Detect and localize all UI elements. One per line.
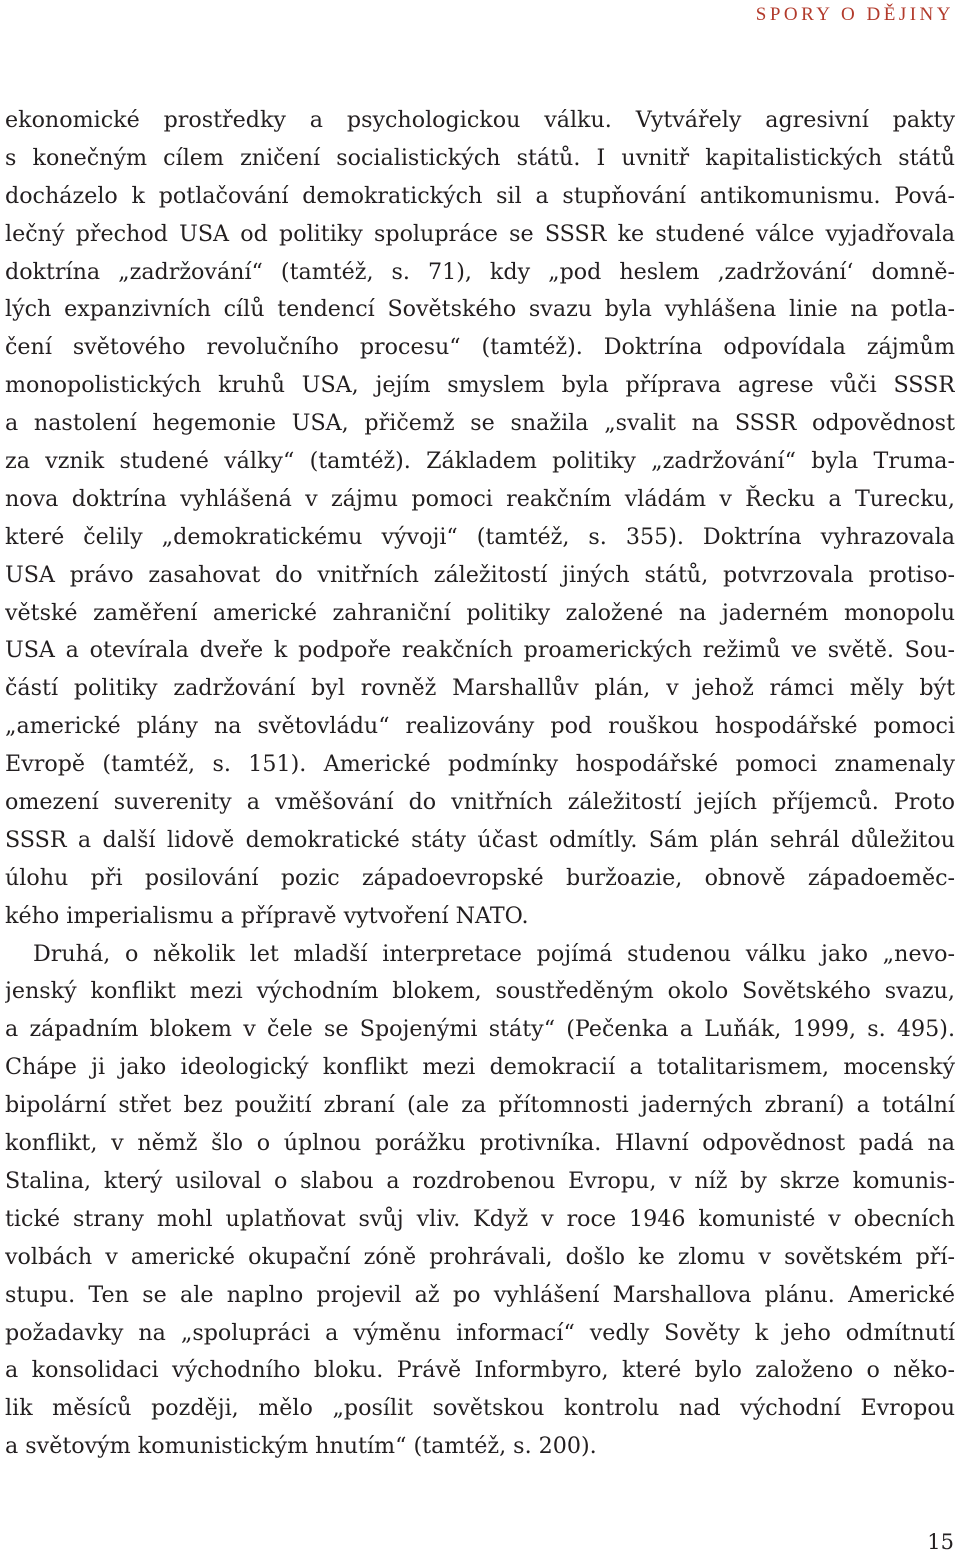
text-line: monopolistických kruhů USA, jejím smyslem byla příprava agrese vůči SSSR — [5, 372, 955, 399]
body-text — [5, 102, 955, 1466]
text-line: tické strany mohl uplatňovat svůj vliv. Když v roce 1946 komunisté v obecních — [5, 1205, 955, 1232]
text-line: docházelo k potlačování demokratických sil a stupňování antikomunismu. Pová- — [5, 182, 955, 209]
text-line: úlohu při posilování pozic západoevropské buržoazie, obnově západoeměc- — [5, 864, 955, 891]
text-line: částí politiky zadržování byl rovněž Marshallův plán, v jehož rámci měly být — [5, 675, 955, 702]
text-line: s konečným cílem zničení socialistických států. I uvnitř kapitalistických států — [5, 144, 955, 171]
text-line: lečný přechod USA od politiky spolupráce se SSSR ke studené válce vyjadřovala — [5, 220, 955, 247]
text-line: lik měsíců později, mělo „posílit sovětskou kontrolu nad východní Evropou — [5, 1395, 955, 1422]
text-line: požadavky na „spolupráci a výměnu informací“ vedly Sověty k jeho odmítnutí — [5, 1319, 955, 1346]
text-line: a západním blokem v čele se Spojenými státy“ (Pečenka a Luňák, 1999, s. 495). — [5, 1016, 955, 1043]
text-line: kého imperialismu a přípravě vytvoření NATO. — [5, 902, 529, 929]
text-line: ekonomické prostředky a psychologickou válku. Vytvářely agresivní pakty — [5, 107, 955, 133]
text-line: a nastolení hegemonie USA, přičemž se snažila „svalit na SSSR odpovědnost — [5, 410, 955, 437]
text-line: volbách v americké okupační zóně prohrávali, došlo ke zlomu v sovětském pří- — [5, 1243, 955, 1270]
text-line: za vznik studené války“ (tamtéž). Základem politiky „zadržování“ byla Truma- — [5, 448, 955, 475]
text-line: lých expanzivních cílů tendencí Sovětského svazu byla vyhlášena linie na potla- — [5, 296, 955, 323]
text-line: větské zaměření americké zahraniční politiky založené na jaderném monopolu — [5, 599, 955, 626]
text-line: SSSR a další lidově demokratické státy účast odmítly. Sám plán sehrál důležitou — [5, 826, 955, 853]
text-line: jenský konflikt mezi východním blokem, soustředěným okolo Sovětského svazu, — [5, 978, 955, 1005]
running-header: SPORY O DĚJINY — [755, 4, 954, 25]
text-line: USA právo zasahovat do vnitřních záležitostí jiných států, potvrzovala protiso- — [5, 561, 955, 588]
text-line: omezení suverenity a vměšování do vnitřních záležitostí jejích příjemců. Proto — [5, 789, 955, 816]
text-line: „americké plány na světovládu“ realizovány pod rouškou hospodářské pomoci — [5, 713, 955, 740]
text-line: čení světového revolučního procesu“ (tamtéž). Doktrína odpovídala zájmům — [5, 334, 955, 361]
text-line: Chápe ji jako ideologický konflikt mezi demokracií a totalitarismem, mocenský — [5, 1054, 955, 1081]
paragraph-1 — [5, 102, 955, 936]
text-line: konflikt, v němž šlo o úplnou porážku protivníka. Hlavní odpovědnost padá na — [5, 1130, 955, 1157]
text-line: které čelily „demokratickému vývoji“ (tamtéž, s. 355). Doktrína vyhrazovala — [5, 523, 955, 550]
text-line: USA a otevírala dveře k podpoře reakčních proamerických režimů ve světě. Sou- — [5, 637, 955, 664]
text-line: a světovým komunistickým hnutím“ (tamtéž, s. 200). — [5, 1433, 597, 1460]
text-line: a konsolidaci východního bloku. Právě Informbyro, které bylo založeno o něko- — [5, 1357, 955, 1384]
text-line: Druhá, o několik let mladší interpretace pojímá studenou válku jako „nevo- — [33, 940, 955, 967]
page-number: 15 — [927, 1530, 954, 1554]
text-line: nova doktrína vyhlášená v zájmu pomoci reakčním vládám v Řecku a Turecku, — [5, 485, 955, 512]
text-line: bipolární střet bez použití zbraní (ale za přítomnosti jaderných zbraní) a totální — [5, 1092, 955, 1119]
text-line: doktrína „zadržování“ (tamtéž, s. 71), kdy „pod heslem ‚zadržování‘ domně- — [5, 258, 955, 285]
text-line: Stalina, který usiloval o slabou a rozdrobenou Evropu, v níž by skrze komunis- — [5, 1167, 955, 1194]
text-line: stupu. Ten se ale naplno projevil až po vyhlášení Marshallova plánu. Americké — [5, 1281, 955, 1308]
text-line: Evropě (tamtéž, s. 151). Americké podmínky hospodářské pomoci znamenaly — [5, 751, 955, 778]
paragraph-2 — [5, 936, 955, 1466]
